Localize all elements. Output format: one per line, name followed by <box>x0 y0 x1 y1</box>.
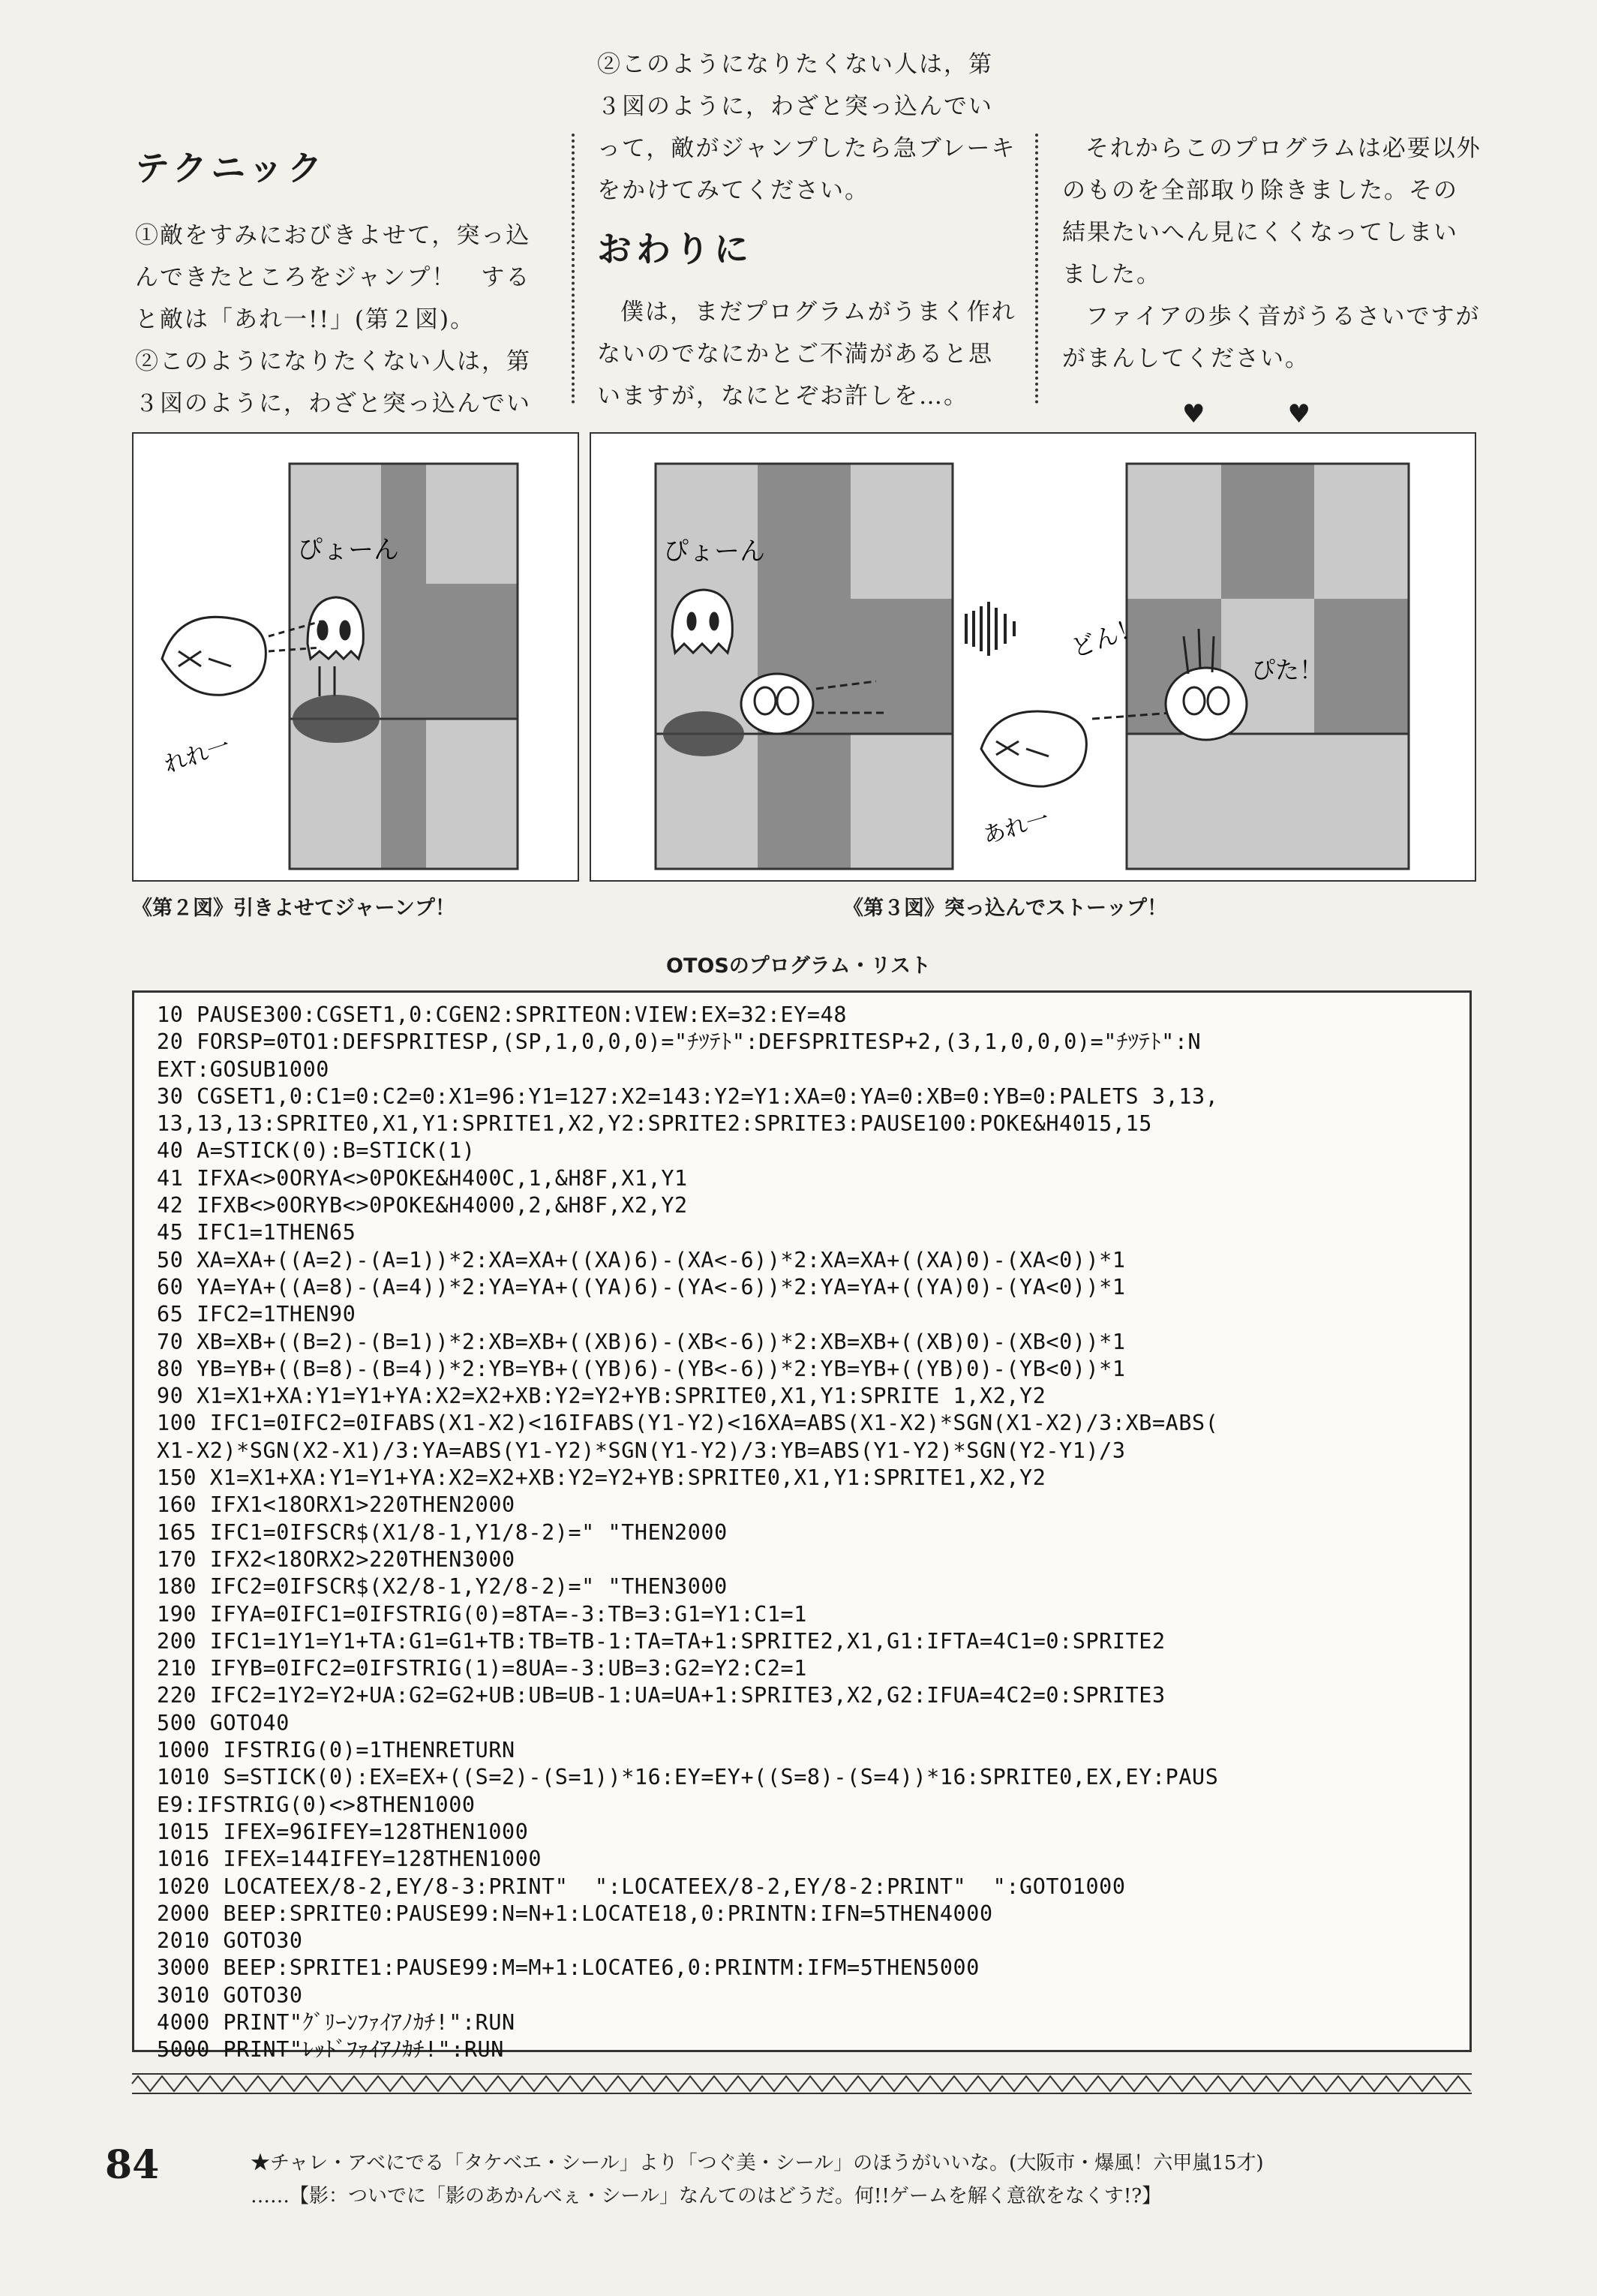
hearts: ♥ ♥ <box>1182 399 1312 429</box>
column-divider-1 <box>572 134 575 404</box>
technique-heading: テクニック <box>135 148 327 188</box>
technique-paragraph-2: ②このようになりたくない人は，第３図のように，わざと突っ込んでい <box>135 348 531 417</box>
rere-label: れれ一 <box>161 732 234 779</box>
code-line: 1020 LOCATEEX/8-2,EY/8-3:PRINT" ":LOCATEEX/8-2,EY/8-2:PRINT" ":GOTO1000 <box>157 1874 1126 1899</box>
code-line: 190 IFYA=0IFC1=0IFSTRIG(0)=8TA=-3:TB=3:G1=Y1:C1=1 <box>157 1601 807 1627</box>
ending-column <box>597 51 1017 417</box>
code-line: 1000 IFSTRIG(0)=1THENRETURN <box>157 1738 515 1763</box>
figure-2 <box>132 432 579 882</box>
code-line: 160 IFX1<18ORX1>220THEN2000 <box>157 1492 515 1518</box>
code-line: 1016 IFEX=144IFEY=128THEN1000 <box>157 1847 542 1872</box>
code-line: 1015 IFEX=96IFEY=128THEN1000 <box>157 1819 529 1844</box>
footer-line-1: ★チャレ・アベにでる「タケベエ・シール」より「つぐ美・シール」のほうがいいな。(大阪市・爆風！六甲嵐15才) <box>251 2152 1264 2174</box>
technique-paragraph-1: ①敵をすみにおびきよせて，突っ込んできたところをジャンプ！ すると敵は「あれ一!!」(第２図)。 <box>135 222 531 333</box>
are-label: あれ一 <box>980 805 1052 850</box>
code-line: 70 XB=XB+((B=2)-(B=1))*2:XB=XB+((XB)6)-(XB<-6))*2:XB=XB+((XB)0)-(XB<0))*1 <box>157 1329 1126 1354</box>
column-divider-2 <box>1035 134 1038 404</box>
code-line: 500 GOTO40 <box>157 1710 290 1736</box>
technique-paragraph-2-continued <box>597 51 1017 212</box>
pyon-label-2: ぴょーん <box>663 536 765 566</box>
pita-label: ぴた！ <box>1251 656 1324 684</box>
code-line: 50 XA=XA+((A=2)-(A=1))*2:XA=XA+((XA)6)-(XA<-6))*2:XA=XA+((XA)0)-(XA<0))*1 <box>157 1247 1126 1273</box>
code-line: 20 FORSP=0TO1:DEFSPRITESP,(SP,1,0,0,0)="ﾁﾂﾃﾄ":DEFSPRITESP+2,(3,1,0,0,0)="ﾁﾂﾃﾄ":N <box>157 1029 1202 1055</box>
code-line: 3000 BEEP:SPRITE1:PAUSE99:M=M+1:LOCATE6,0:PRINTM:IFM=5THEN5000 <box>157 1955 980 1981</box>
code-line: EXT:GOSUB1000 <box>157 1056 330 1082</box>
code-line: 150 X1=X1+XA:Y1=Y1+YA:X2=X2+XB:Y2=Y2+YB:SPRITE0,X1,Y1:SPRITE1,X2,Y2 <box>157 1465 1046 1491</box>
listing-title: OTOSのプログラム・リスト <box>666 954 931 978</box>
code-line: 220 IFC2=1Y2=Y2+UA:G2=G2+UB:UB=UB-1:UA=UA+1:SPRITE3,X2,G2:IFUA=4C2=0:SPRITE3 <box>157 1683 1166 1708</box>
code-line: 210 IFYB=0IFC2=0IFSTRIG(1)=8UA=-3:UB=3:G2=Y2:C2=1 <box>157 1656 807 1681</box>
code-line: 60 YA=YA+((A=8)-(A=4))*2:YA=YA+((YA)6)-(YA<-6))*2:YA=YA+((YA)0)-(YA<0))*1 <box>157 1274 1126 1300</box>
figure-2-caption: 《第２図》引きよせてジャーンプ！ <box>132 897 455 920</box>
ghost-shadow <box>293 695 380 743</box>
code-line: 65 IFC2=1THEN90 <box>157 1302 356 1327</box>
continued-text: ②このようになりたくない人は，第３図のように，わざと突っ込んでいって，敵がジャンプしたら急ブレーキをかけてみてください。 <box>597 51 1016 204</box>
figure-3-caption: 《第３図》突っ込んでストーップ！ <box>843 897 1167 920</box>
figure-3-illustration <box>591 434 1475 880</box>
code-line: 100 IFC1=0IFC2=0IFABS(X1-X2)<16IFABS(Y1-Y2)<16XA=ABS(X1-X2)*SGN(X1-X2)/3:XB=ABS( <box>157 1411 1219 1436</box>
figure-3-grid-left <box>656 464 953 869</box>
code-line: 90 X1=X1+XA:Y1=Y1+YA:X2=X2+XB:Y2=Y2+YB:SPRITE0,X1,Y1:SPRITE 1,X2,Y2 <box>157 1384 1046 1409</box>
footer-line-2: ……【影：ついでに「影のあかんべぇ・シール」なんてのはどうだ。何!!ゲームを解く意欲をなくす!?】 <box>251 2185 1162 2207</box>
code-line: 42 IFXB<>0ORYB<>0POKE&H4000,2,&H8F,X2,Y2 <box>157 1193 688 1219</box>
code-line: 5000 PRINT"ﾚｯﾄﾞﾌｧｲｱﾉｶﾁ!":RUN <box>157 2037 504 2063</box>
pyon-label: ぴょーん <box>297 535 399 565</box>
code-line: 2010 GOTO30 <box>157 1928 303 1954</box>
decorative-divider <box>132 2071 1472 2096</box>
code-line: 41 IFXA<>0ORYA<>0POKE&H400C,1,&H8F,X1,Y1 <box>157 1165 688 1191</box>
code-line: 13,13,13:SPRITE0,X1,Y1:SPRITE1,X2,Y2:SPRITE2:SPRITE3:PAUSE100:POKE&H4015,15 <box>157 1111 1152 1137</box>
code-line: 4000 PRINT"ｸﾞﾘｰﾝﾌｧｲｱﾉｶﾁ!":RUN <box>157 2009 515 2035</box>
code-line: 170 IFX2<18ORX2>220THEN3000 <box>157 1546 515 1572</box>
notes-column <box>1062 128 1482 435</box>
code-line: 3010 GOTO30 <box>157 1982 303 2008</box>
code-line: E9:IFSTRIG(0)<>8THEN1000 <box>157 1792 476 1817</box>
code-line: 10 PAUSE300:CGSET1,0:CGEN2:SPRITEON:VIEW:EX=32:EY=48 <box>157 1002 848 1027</box>
code-line: 165 IFC1=0IFSCR$(X1/8-1,Y1/8-2)=" "THEN2000 <box>157 1519 728 1545</box>
figure-2-grid <box>290 464 518 869</box>
figure-3 <box>590 432 1476 882</box>
figure-2-illustration <box>134 434 578 880</box>
code-line: 80 YB=YB+((B=8)-(B=4))*2:YB=YB+((YB)6)-(YB<-6))*2:YB=YB+((YB)0)-(YB<0))*1 <box>157 1356 1126 1381</box>
code-line: 2000 BEEP:SPRITE0:PAUSE99:N=N+1:LOCATE18,0:PRINTN:IFN=5THEN4000 <box>157 1901 993 1926</box>
program-listing <box>132 990 1472 2063</box>
jumping-enemy <box>672 590 732 653</box>
code-line: 30 CGSET1,0:C1=0:C2=0:X1=96:Y1=127:X2=143:Y2=Y1:XA=0:YA=0:XB=0:YB=0:PALETS 3,13, <box>157 1083 1219 1109</box>
code-line: 200 IFC1=1Y1=Y1+TA:G1=G1+TB:TB=TB-1:TA=TA+1:SPRITE2,X1,G1:IFTA=4C1=0:SPRITE2 <box>157 1628 1166 1654</box>
code-line: 1010 S=STICK(0):EX=EX+((S=2)-(S=1))*16:EY=EY+((S=8)-(S=4))*16:SPRITE0,EX,EY:PAUS <box>157 1765 1219 1790</box>
don-label: どん！ <box>1067 612 1145 663</box>
ending-heading: おわりに <box>597 229 753 269</box>
brake-sound-marks <box>966 602 1014 656</box>
ending-paragraph: 僕は，まだプログラムがうまく作れないのでなにかとご不満があると思いますが，なにとぞお許しを…。 <box>597 299 1016 410</box>
code-line: 45 IFC1=1THEN65 <box>157 1220 356 1246</box>
enemy-shadow <box>663 711 744 756</box>
notes-paragraph-1: それからこのプログラムは必要以外のものを全部取り除きました。その結果たいへん見にくくなってしまいました。 <box>1062 135 1481 288</box>
code-line: 180 IFC2=0IFSCR$(X2/8-1,Y2/8-2)=" "THEN3000 <box>157 1574 728 1600</box>
code-line: 40 A=STICK(0):B=STICK(1) <box>157 1138 476 1164</box>
code-line: X1-X2)*SGN(X2-X1)/3:YA=ABS(Y1-Y2)*SGN(Y1-Y2)/3:YB=ABS(Y1-Y2)*SGN(Y2-Y1)/3 <box>157 1438 1126 1463</box>
notes-paragraph-2: ファイアの歩く音がうるさいですががまんしてください。 <box>1062 303 1481 372</box>
technique-column <box>135 147 555 425</box>
page-number: 84 <box>105 2142 160 2188</box>
